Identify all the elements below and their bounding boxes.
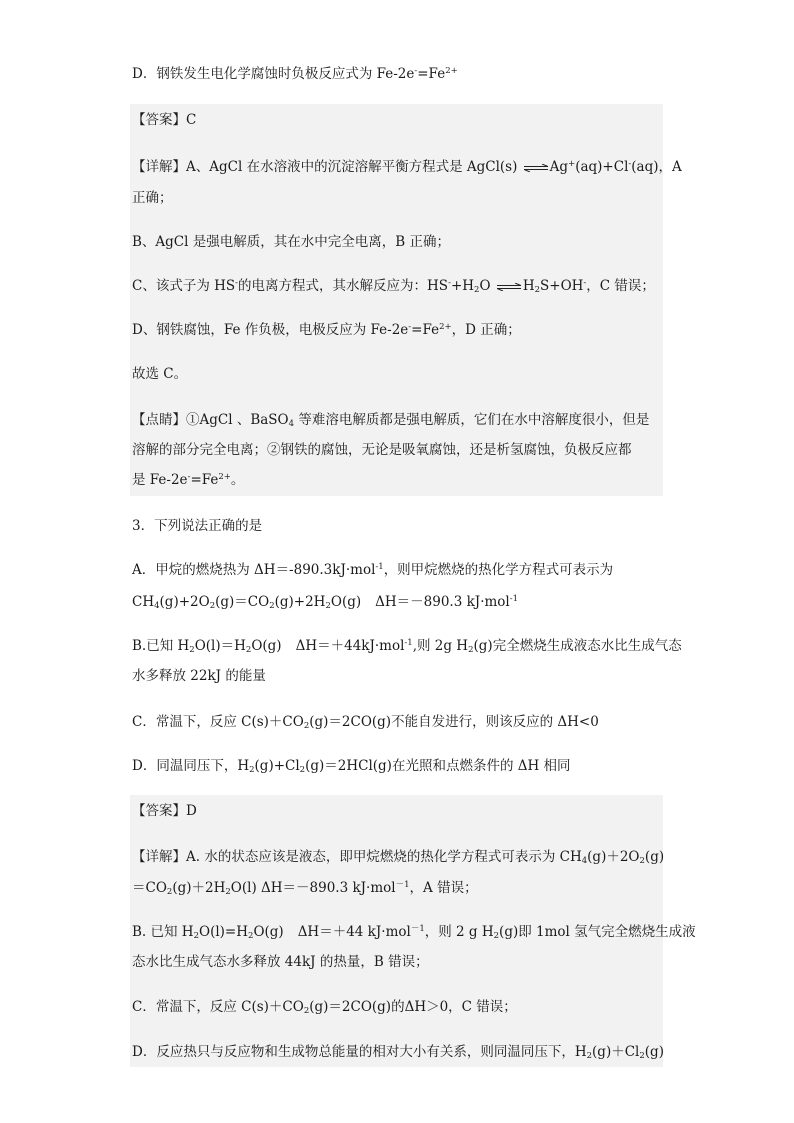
q3-detail-b-cont: 态水比生成气态水多释放 44kJ 的热量，B 错误； (132, 954, 429, 970)
q3-option-b: B.已知 $H_2O(l)=H_2O(g)$ ΔH＝＋44kJ·mol$^{-1}$,则 2g $H_2(g)$完全燃烧生成液态水比生成气态 (132, 638, 682, 655)
equilibrium-arrow-icon (524, 164, 548, 172)
q3-detail-a-cont: $=CO_2(g)+2H_2O(l)$ ΔH＝－890.3 kJ·mol$^{-1}$，A 错误； (132, 880, 478, 897)
q3-detail-b: B. 已知 $H_2O(l)=H_2O(g)$ ΔH＝＋44 kJ·mol$^{-1}$，则 2 g $H_2(g)$即 1mol 氢气完全燃烧生成液 (132, 924, 696, 941)
q2-answer: 【答案】C (132, 112, 197, 128)
q3-option-a: A．甲烷的燃烧热为 ΔH＝-890.3kJ·mol$^{-1}$，则甲烷燃烧的热化学方程式可表示为 (132, 562, 614, 578)
q3-detail-c: C．常温下，反应 $C(s)+CO_2(g)=2CO(g)$的ΔH＞0，C 错误； (132, 999, 517, 1016)
q2-detail-d: D、钢铁腐蚀，Fe 作负极，电极反应为 $Fe-2e^-=Fe^{2+}$，D 正确； (132, 322, 521, 338)
q2-detail-a: 【详解】A、AgCl 在水溶液中的沉淀溶解平衡方程式是 AgCl(s) Ag+(aq)+Cl-(aq)，A (132, 159, 682, 175)
q3-option-c: C．常温下，反应 $C(s)+CO_2(g)=2CO(g)$不能自发进行，则该反应的 ΔH<0 (132, 714, 599, 731)
q3-stem: 3．下列说法正确的是 (132, 518, 263, 534)
q2-note: 【点睛】①AgCl 、BaSO$_4$ 等难溶电解质都是强电解质，它们在水中溶解度很小，但是 (132, 412, 650, 429)
q3-option-b-cont: 水多释放 22kJ 的能量 (132, 668, 266, 684)
q3-option-a-equation: $CH_4(g)+2O_2(g)=CO_2(g)+2H_2O(g)$ ΔH＝－890.3 kJ·mol$^{-1}$ (132, 594, 519, 611)
q2-detail-c: C、该式子为 HS-的电离方程式，其水解反应为：$HS^-+H_2O$ $H_2S+OH^-$，C 错误； (132, 278, 655, 295)
q2-detail-a-cont: 正确； (132, 190, 173, 206)
q3-answer: 【答案】D (132, 803, 197, 819)
q2-conclusion: 故选 C。 (132, 366, 188, 382)
q2-detail-b: B、AgCl 是强电解质，其在水中完全电离，B 正确； (132, 234, 450, 250)
q2-note-cont: 溶解的部分完全电离；②钢铁的腐蚀，无论是吸氧腐蚀，还是析氢腐蚀，负极反应都 (132, 442, 632, 458)
q2-option-d: D．钢铁发生电化学腐蚀时负极反应式为 $Fe-2e^-=Fe^{2+}$ (132, 66, 458, 82)
q3-option-d: D．同温同压下，$H_2(g)+Cl_2(g)=2HCl(g)$在光照和点燃条件的 ΔH 相同 (132, 758, 571, 775)
q3-detail-a: 【详解】A. 水的状态应该是液态，即甲烷燃烧的热化学方程式可表示为 $CH_4(g)+2O_2(g)$ (132, 849, 665, 866)
equilibrium-arrow-icon (497, 283, 521, 291)
q3-detail-d: D．反应热只与反应物和生成物总能量的相对大小有关系，则同温同压下，$H_2(g)+Cl_2(g)$ (132, 1044, 664, 1061)
q2-note-cont: 是 $Fe-2e^-=Fe^{2+}$。 (132, 472, 245, 488)
